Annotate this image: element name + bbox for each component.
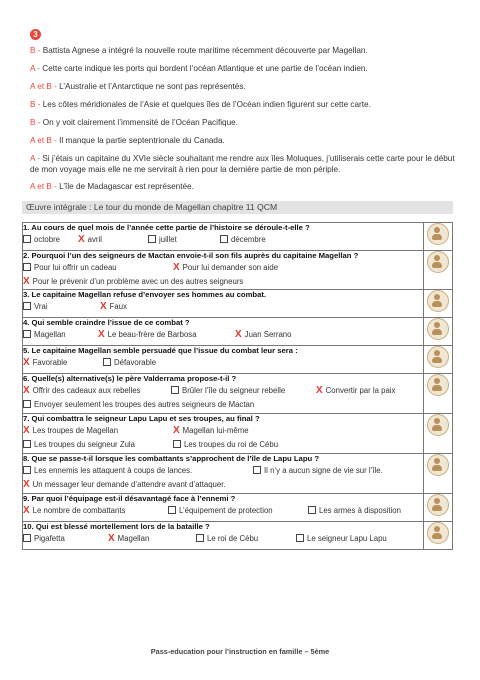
magellan-figure-icon bbox=[427, 290, 449, 312]
statement-tag: A - bbox=[30, 64, 43, 73]
statement-tag: A et B - bbox=[30, 136, 60, 145]
option-unchecked[interactable] bbox=[296, 532, 387, 546]
option-unchecked[interactable] bbox=[173, 438, 278, 452]
option-unchecked[interactable] bbox=[220, 233, 266, 247]
statement-4 bbox=[30, 99, 455, 110]
x-mark-icon: X bbox=[23, 385, 30, 396]
option-checked[interactable] bbox=[108, 532, 149, 546]
figure-cell bbox=[424, 374, 453, 414]
x-mark-icon: X bbox=[100, 301, 107, 312]
option-checked[interactable] bbox=[235, 328, 291, 342]
checkbox-icon bbox=[23, 466, 31, 474]
options-line bbox=[23, 398, 423, 412]
option-checked[interactable] bbox=[23, 275, 243, 289]
question-title: 10. Qui est blessé mortellement lors de la bataille ? bbox=[23, 522, 210, 531]
checkbox-icon bbox=[23, 440, 31, 448]
question-title: 2. Pourquoi l’un des seigneurs de Mactan envoie-t-il son fils auprès du capitaine Magellan ? bbox=[23, 251, 359, 260]
option-label: Les troupes du roi de Cébu bbox=[184, 440, 279, 449]
statement-text: Battista Agnese a intégré la nouvelle route maritime récemment découverte par Magellan. bbox=[42, 46, 368, 55]
option-checked[interactable] bbox=[100, 300, 127, 314]
option-unchecked[interactable] bbox=[103, 356, 156, 370]
option-label: Pour le prévenir d’un problème avec un des autres seigneurs bbox=[32, 277, 244, 286]
option-label: Pour lui offrir un cadeau bbox=[34, 263, 117, 272]
magellan-figure-icon bbox=[427, 454, 449, 476]
x-mark-icon: X bbox=[78, 234, 85, 245]
option-checked[interactable] bbox=[173, 261, 278, 275]
question-row-5 bbox=[23, 346, 453, 374]
option-label: juillet bbox=[159, 235, 177, 244]
magellan-figure-icon bbox=[427, 251, 449, 273]
question-title: 1. Au cours de quel mois de l’année cette partie de l’histoire se déroule-t-elle ? bbox=[23, 223, 310, 232]
checkbox-icon bbox=[296, 534, 304, 542]
page-footer: Pass-education pour l’instruction en famille – 5ème bbox=[150, 647, 330, 656]
statement-3 bbox=[30, 81, 455, 92]
option-label: octobre bbox=[34, 235, 61, 244]
exercise-number-badge: 3 bbox=[30, 29, 41, 40]
question-cell bbox=[23, 290, 424, 318]
section-title: Œuvre intégrale : Le tour du monde de Magellan chapitre 11 QCM bbox=[22, 201, 453, 214]
figure-cell bbox=[424, 346, 453, 374]
option-label: Favorable bbox=[32, 358, 68, 367]
question-title: 7. Qui combattra le seigneur Lapu Lapu et ses troupes, au final ? bbox=[23, 414, 260, 423]
options-line bbox=[23, 275, 423, 289]
magellan-figure-icon bbox=[427, 414, 449, 436]
options-line bbox=[23, 532, 423, 546]
option-label: Envoyer seulement les troupes des autres seigneurs de Mactan bbox=[34, 400, 255, 409]
option-unchecked[interactable] bbox=[23, 233, 60, 247]
option-checked[interactable] bbox=[23, 384, 140, 398]
magellan-figure-icon bbox=[427, 522, 449, 544]
x-mark-icon: X bbox=[98, 329, 105, 340]
option-label: Il n’y a aucun signe de vie sur l’île. bbox=[264, 466, 383, 475]
x-mark-icon: X bbox=[235, 329, 242, 340]
option-unchecked[interactable] bbox=[23, 532, 65, 546]
option-label: Magellan bbox=[34, 330, 66, 339]
figure-cell bbox=[424, 290, 453, 318]
option-checked[interactable] bbox=[23, 504, 125, 518]
statement-8 bbox=[30, 181, 455, 192]
statement-tag: B - bbox=[30, 100, 43, 109]
checkbox-icon bbox=[196, 534, 204, 542]
option-label: Les troupes du seigneur Zula bbox=[34, 440, 135, 449]
question-row-6 bbox=[23, 374, 453, 414]
magellan-figure-icon bbox=[427, 223, 449, 245]
question-cell bbox=[23, 223, 424, 251]
magellan-figure-icon bbox=[427, 346, 449, 368]
question-row-10 bbox=[23, 522, 453, 550]
option-label: avril bbox=[87, 235, 102, 244]
checkbox-icon bbox=[23, 235, 31, 243]
statement-tag: B - bbox=[30, 118, 43, 127]
question-row-3 bbox=[23, 290, 453, 318]
question-title: 3. Le capitaine Magellan refuse d’envoyer ses hommes au combat. bbox=[23, 290, 267, 299]
option-unchecked[interactable] bbox=[253, 464, 383, 478]
x-mark-icon: X bbox=[23, 357, 30, 368]
option-checked[interactable] bbox=[316, 384, 395, 398]
statement-text: Cette carte indique les ports qui bordent l’océan Atlantique et une partie de l’océan indien. bbox=[42, 64, 368, 73]
figure-cell bbox=[424, 522, 453, 550]
option-unchecked[interactable] bbox=[23, 261, 117, 275]
question-title: 4. Qui semble craindre l’issue de ce combat ? bbox=[23, 318, 190, 327]
options-line bbox=[23, 233, 423, 247]
statement-tag: A et B - bbox=[30, 82, 60, 91]
question-cell bbox=[23, 374, 424, 414]
options-line bbox=[23, 384, 423, 398]
option-unchecked[interactable] bbox=[23, 398, 254, 412]
question-cell bbox=[23, 318, 424, 346]
statement-text: L’Australie et l’Antarctique ne sont pas représentés. bbox=[59, 82, 246, 91]
statement-text: Les côtes méridionales de l’Asie et quelques îles de l’Océan indien figurent sur cette carte. bbox=[42, 100, 371, 109]
option-unchecked[interactable] bbox=[148, 233, 177, 247]
checkbox-icon bbox=[308, 506, 316, 514]
magellan-figure-icon bbox=[427, 374, 449, 396]
statement-tag: A - bbox=[30, 154, 43, 163]
magellan-figure-icon bbox=[427, 494, 449, 516]
figure-cell bbox=[424, 251, 453, 290]
x-mark-icon: X bbox=[316, 385, 323, 396]
question-title: 5. Le capitaine Magellan semble persuadé que l’issue du combat leur sera : bbox=[23, 346, 298, 355]
question-row-1 bbox=[23, 223, 453, 251]
option-checked[interactable] bbox=[23, 356, 67, 370]
option-label: Vrai bbox=[34, 302, 48, 311]
figure-cell bbox=[424, 223, 453, 251]
checkbox-icon bbox=[103, 358, 111, 366]
statement-1 bbox=[30, 45, 455, 56]
checkbox-icon bbox=[173, 440, 181, 448]
option-label: Faux bbox=[109, 302, 128, 311]
option-checked[interactable] bbox=[78, 233, 102, 247]
checkbox-icon bbox=[168, 506, 176, 514]
x-mark-icon: X bbox=[23, 505, 30, 516]
figure-cell bbox=[424, 318, 453, 346]
option-unchecked[interactable] bbox=[23, 438, 135, 452]
option-unchecked[interactable] bbox=[23, 300, 48, 314]
question-cell bbox=[23, 346, 424, 374]
options-line bbox=[23, 424, 423, 438]
x-mark-icon: X bbox=[23, 479, 30, 490]
question-row-4 bbox=[23, 318, 453, 346]
option-unchecked[interactable] bbox=[171, 384, 285, 398]
options-line bbox=[23, 300, 423, 314]
statement-tag: B - bbox=[30, 46, 43, 55]
checkbox-icon bbox=[23, 400, 31, 408]
options-line bbox=[23, 261, 423, 275]
options-line bbox=[23, 464, 423, 478]
statement-6 bbox=[30, 135, 455, 146]
x-mark-icon: X bbox=[173, 262, 180, 273]
statement-text: Si j’étais un capitaine du XVIe siècle souhaitant me rendre aux îles Moluques, j’utiliserais cette carte pour le début de mon voyage mais elle ne me servirait à rien pour la dernière partie de mon périple. bbox=[30, 154, 455, 174]
checkbox-icon bbox=[23, 263, 31, 271]
option-label: Magellan lui-même bbox=[182, 426, 249, 435]
magellan-figure-icon bbox=[427, 318, 449, 340]
option-label: Les ennemis les attaquent à coups de lances. bbox=[34, 466, 193, 475]
statement-7 bbox=[30, 153, 455, 175]
option-label: décembre bbox=[231, 235, 266, 244]
checkbox-icon bbox=[23, 302, 31, 310]
statement-text: On y voit clairement l’immensité de l’Océan Pacifique. bbox=[42, 118, 238, 127]
option-label: Offrir des cadeaux aux rebelles bbox=[32, 386, 141, 395]
statement-5 bbox=[30, 117, 455, 128]
question-cell bbox=[23, 251, 424, 290]
options-line bbox=[23, 478, 423, 492]
option-checked[interactable] bbox=[23, 424, 118, 438]
x-mark-icon: X bbox=[108, 533, 115, 544]
option-label: Pigafetta bbox=[34, 534, 65, 543]
option-label: Le nombre de combattants bbox=[32, 506, 126, 515]
option-unchecked[interactable] bbox=[308, 504, 401, 518]
statement-text: Il manque la partie septentrionale du Canada. bbox=[59, 136, 225, 145]
option-unchecked[interactable] bbox=[23, 328, 66, 342]
question-title: 9. Par quoi l’équipage est-il désavantagé face à l’ennemi ? bbox=[23, 494, 236, 503]
question-cell bbox=[23, 454, 424, 494]
x-mark-icon: X bbox=[23, 276, 30, 287]
x-mark-icon: X bbox=[23, 425, 30, 436]
question-title: 6. Quelle(s) alternative(s) le père Valderrama propose-t-il ? bbox=[23, 374, 237, 383]
option-unchecked[interactable] bbox=[196, 532, 258, 546]
figure-cell bbox=[424, 494, 453, 522]
options-line bbox=[23, 356, 423, 370]
option-label: Magellan bbox=[117, 534, 150, 543]
checkbox-icon bbox=[220, 235, 228, 243]
option-label: Les troupes de Magellan bbox=[32, 426, 119, 435]
option-label: Défavorable bbox=[114, 358, 157, 367]
x-mark-icon: X bbox=[173, 425, 180, 436]
question-row-7 bbox=[23, 414, 453, 454]
statement-text: L’île de Madagascar est représentée. bbox=[59, 182, 194, 191]
option-checked[interactable] bbox=[23, 478, 226, 492]
figure-cell bbox=[424, 454, 453, 494]
options-line bbox=[23, 328, 423, 342]
statement-tag: A et B - bbox=[30, 182, 60, 191]
option-label: Juan Serrano bbox=[244, 330, 292, 339]
option-label: Le beau-frère de Barbosa bbox=[107, 330, 197, 339]
question-row-8 bbox=[23, 454, 453, 494]
option-label: Le roi de Cébu bbox=[207, 534, 259, 543]
question-cell bbox=[23, 414, 424, 454]
options-line bbox=[23, 504, 423, 518]
option-checked[interactable] bbox=[173, 424, 249, 438]
option-unchecked[interactable] bbox=[23, 464, 192, 478]
option-label: Pour lui demander son aide bbox=[182, 263, 279, 272]
checkbox-icon bbox=[23, 534, 31, 542]
option-label: Brûler l’île du seigneur rebelle bbox=[182, 386, 286, 395]
question-cell bbox=[23, 522, 424, 550]
option-label: Le seigneur Lapu Lapu bbox=[307, 534, 387, 543]
checkbox-icon bbox=[23, 330, 31, 338]
figure-cell bbox=[424, 414, 453, 454]
option-label: L’équipement de protection bbox=[179, 506, 273, 515]
question-row-9 bbox=[23, 494, 453, 522]
qcm-table bbox=[22, 222, 453, 550]
question-row-2 bbox=[23, 251, 453, 290]
option-label: Les armes à disposition bbox=[319, 506, 401, 515]
options-line bbox=[23, 438, 423, 452]
checkbox-icon bbox=[171, 386, 179, 394]
checkbox-icon bbox=[148, 235, 156, 243]
statement-2 bbox=[30, 63, 455, 74]
option-label: Convertir par la paix bbox=[325, 386, 396, 395]
option-checked[interactable] bbox=[98, 328, 197, 342]
question-cell bbox=[23, 494, 424, 522]
checkbox-icon bbox=[253, 466, 261, 474]
option-label: Un messager leur demande d’attendre avant d’attaquer. bbox=[32, 480, 226, 489]
option-unchecked[interactable] bbox=[168, 504, 273, 518]
question-title: 8. Que se passe-t-il lorsque les combattants s’approchent de l’île de Lapu Lapu ? bbox=[23, 454, 320, 463]
